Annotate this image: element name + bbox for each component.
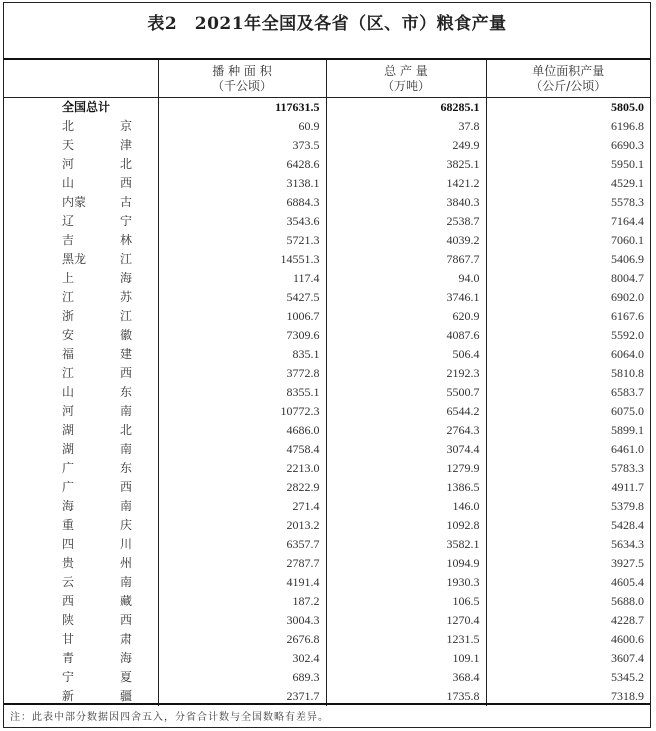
sown-area-cell: 117631.5 — [158, 98, 326, 118]
region-name-part1: 浙 — [62, 309, 75, 323]
table-row — [4, 212, 650, 231]
yield-cell: 6583.7 — [486, 383, 650, 402]
yield-cell: 5783.3 — [486, 459, 650, 478]
region-cell — [4, 668, 158, 687]
header-total-output-unit: （万吨） — [381, 78, 430, 93]
region-name-part2: 西 — [119, 480, 132, 494]
sown-area-cell: 271.4 — [158, 497, 326, 516]
region-name — [62, 307, 132, 326]
region-name — [62, 155, 132, 174]
header-total-output-label: 总 产 量 — [384, 63, 428, 78]
sown-area-cell: 2213.0 — [158, 459, 326, 478]
header-yield-label: 单位面积产量 — [532, 63, 605, 78]
header-sown-area-unit: （千公顷） — [211, 78, 272, 93]
header-yield — [486, 60, 650, 98]
total-output-cell: 109.1 — [326, 649, 486, 668]
yield-cell: 7318.9 — [486, 687, 650, 706]
table-row — [4, 307, 650, 326]
yield-cell: 4911.7 — [486, 478, 650, 497]
region-cell — [4, 592, 158, 611]
yield-cell: 5406.9 — [486, 250, 650, 269]
total-output-cell: 3074.4 — [326, 440, 486, 459]
region-name-part1: 广 — [62, 461, 75, 475]
yield-cell: 5379.8 — [486, 497, 650, 516]
sown-area-cell: 6428.6 — [158, 155, 326, 174]
region-name-part2: 东 — [119, 461, 132, 475]
total-output-cell: 5500.7 — [326, 383, 486, 402]
table-row — [4, 478, 650, 497]
sown-area-cell: 2676.8 — [158, 630, 326, 649]
region-name-part1: 湖 — [62, 423, 75, 437]
yield-cell: 5428.4 — [486, 516, 650, 535]
sown-area-cell: 5427.5 — [158, 288, 326, 307]
region-name — [62, 250, 132, 269]
table-row — [4, 345, 650, 364]
region-name-part2: 江 — [119, 252, 132, 266]
yield-cell: 5899.1 — [486, 421, 650, 440]
sown-area-cell: 3543.6 — [158, 212, 326, 231]
region-name — [62, 383, 132, 402]
total-output-cell: 3840.3 — [326, 193, 486, 212]
region-name — [62, 478, 132, 497]
region-name-part1: 北 — [62, 119, 75, 133]
total-output-cell: 2192.3 — [326, 364, 486, 383]
region-cell — [4, 554, 158, 573]
region-name-part1: 河 — [62, 404, 75, 418]
table-frame — [3, 2, 651, 728]
table-row — [4, 611, 650, 630]
region-name — [62, 364, 132, 383]
region-name — [62, 497, 132, 516]
table-row — [4, 592, 650, 611]
total-output-cell: 68285.1 — [326, 98, 486, 118]
sown-area-cell: 5721.3 — [158, 231, 326, 250]
region-name-part1: 西 — [62, 594, 75, 608]
region-name — [62, 288, 132, 307]
region-name-part1: 新 — [62, 689, 75, 703]
sown-area-cell: 1006.7 — [158, 307, 326, 326]
region-name-part1: 甘 — [62, 632, 75, 646]
total-output-cell: 94.0 — [326, 269, 486, 288]
total-output-cell: 506.4 — [326, 345, 486, 364]
yield-cell: 5805.0 — [486, 98, 650, 118]
table-row — [4, 364, 650, 383]
total-output-cell: 106.5 — [326, 592, 486, 611]
region-cell — [4, 421, 158, 440]
region-name — [62, 212, 132, 231]
total-output-cell: 1421.2 — [326, 174, 486, 193]
yield-cell: 6064.0 — [486, 345, 650, 364]
region-cell — [4, 402, 158, 421]
yield-cell: 5592.0 — [486, 326, 650, 345]
region-name-part2: 南 — [119, 499, 132, 513]
yield-cell: 8004.7 — [486, 269, 650, 288]
region-name — [62, 440, 132, 459]
bottom-thick-rule — [4, 703, 650, 705]
total-output-cell: 3582.1 — [326, 535, 486, 554]
yield-cell: 6167.6 — [486, 307, 650, 326]
total-output-cell: 37.8 — [326, 117, 486, 136]
yield-cell: 5688.0 — [486, 592, 650, 611]
region-name-part2: 林 — [119, 233, 132, 247]
total-output-cell: 3746.1 — [326, 288, 486, 307]
table-row — [4, 535, 650, 554]
header-total-output — [326, 60, 486, 98]
sown-area-cell: 7309.6 — [158, 326, 326, 345]
region-name — [62, 535, 132, 554]
yield-cell: 7060.1 — [486, 231, 650, 250]
region-cell — [4, 516, 158, 535]
table-row — [4, 117, 650, 136]
table-row-total — [4, 98, 650, 118]
total-output-cell: 4087.6 — [326, 326, 486, 345]
region-name — [62, 345, 132, 364]
region-name-part2: 南 — [119, 404, 132, 418]
region-cell — [4, 611, 158, 630]
total-output-cell: 1231.5 — [326, 630, 486, 649]
region-cell — [4, 440, 158, 459]
region-cell — [4, 478, 158, 497]
region-name-part2: 东 — [119, 385, 132, 399]
total-output-cell: 2538.7 — [326, 212, 486, 231]
region-name-part2: 宁 — [119, 214, 132, 228]
region-name-part2: 海 — [119, 651, 132, 665]
region-name-part2: 南 — [119, 442, 132, 456]
yield-cell: 5578.3 — [486, 193, 650, 212]
region-cell — [4, 535, 158, 554]
region-name-part1: 陕 — [62, 613, 75, 627]
region-name-part2: 藏 — [119, 594, 132, 608]
table-row — [4, 136, 650, 155]
region-name — [62, 459, 132, 478]
total-output-cell: 1270.4 — [326, 611, 486, 630]
sown-area-cell: 14551.3 — [158, 250, 326, 269]
region-name-part2: 古 — [119, 195, 132, 209]
region-name-part2: 徽 — [119, 328, 132, 342]
table-row — [4, 668, 650, 687]
region-cell — [4, 649, 158, 668]
total-output-cell: 1092.8 — [326, 516, 486, 535]
region-cell — [4, 345, 158, 364]
sown-area-cell: 689.3 — [158, 668, 326, 687]
region-name — [62, 630, 132, 649]
table-row — [4, 326, 650, 345]
region-name-part1: 广 — [62, 480, 75, 494]
region-name — [62, 402, 132, 421]
region-cell — [4, 459, 158, 478]
region-name-part1: 辽 — [62, 214, 75, 228]
region-name-part1: 福 — [62, 347, 75, 361]
grain-output-table — [4, 60, 650, 706]
sown-area-cell: 4686.0 — [158, 421, 326, 440]
region-name — [62, 174, 132, 193]
region-name-part1: 吉 — [62, 233, 75, 247]
region-name — [62, 554, 132, 573]
region-cell — [4, 136, 158, 155]
sown-area-cell: 187.2 — [158, 592, 326, 611]
region-name-part1: 青 — [62, 651, 75, 665]
region-name-part1: 河 — [62, 157, 75, 171]
sown-area-cell: 302.4 — [158, 649, 326, 668]
total-output-cell: 1386.5 — [326, 478, 486, 497]
yield-cell: 6075.0 — [486, 402, 650, 421]
table-row — [4, 250, 650, 269]
header-sown-area-label: 播 种 面 积 — [212, 63, 272, 78]
yield-cell: 3927.5 — [486, 554, 650, 573]
region-cell — [4, 326, 158, 345]
region-name-part2: 西 — [119, 613, 132, 627]
region-name-part2: 津 — [119, 138, 132, 152]
header-yield-unit: （公斤/公顷） — [530, 78, 607, 93]
sown-area-cell: 835.1 — [158, 345, 326, 364]
region-cell — [4, 250, 158, 269]
region-name — [62, 117, 132, 136]
yield-cell: 5950.1 — [486, 155, 650, 174]
region-name — [62, 136, 132, 155]
region-name — [62, 516, 132, 535]
region-name-part2: 州 — [119, 556, 132, 570]
table-row — [4, 193, 650, 212]
region-name-part2: 北 — [119, 157, 132, 171]
yield-cell: 7164.4 — [486, 212, 650, 231]
region-name — [62, 573, 132, 592]
region-name-part1: 山 — [62, 385, 75, 399]
region-name: 全国总计 — [62, 100, 111, 114]
region-name — [62, 269, 132, 288]
region-name-part1: 江 — [62, 366, 75, 380]
sown-area-cell: 373.5 — [158, 136, 326, 155]
sown-area-cell: 2822.9 — [158, 478, 326, 497]
yield-cell: 5345.2 — [486, 668, 650, 687]
table-row — [4, 383, 650, 402]
region-name-part1: 湖 — [62, 442, 75, 456]
sown-area-cell: 4191.4 — [158, 573, 326, 592]
sown-area-cell: 3004.3 — [158, 611, 326, 630]
region-cell — [4, 630, 158, 649]
table-row — [4, 269, 650, 288]
region-name-part2: 北 — [119, 423, 132, 437]
region-name — [62, 668, 132, 687]
region-name-part2: 江 — [119, 309, 132, 323]
total-output-cell: 146.0 — [326, 497, 486, 516]
region-name-part2: 海 — [119, 271, 132, 285]
sown-area-cell: 8355.1 — [158, 383, 326, 402]
region-name-part1: 四 — [62, 537, 75, 551]
table-row — [4, 155, 650, 174]
table-row — [4, 573, 650, 592]
table-row — [4, 516, 650, 535]
region-name-part1: 江 — [62, 290, 75, 304]
region-cell — [4, 383, 158, 402]
region-name — [62, 326, 132, 345]
region-name-part1: 重 — [62, 518, 75, 532]
total-output-cell: 6544.2 — [326, 402, 486, 421]
region-cell — [4, 307, 158, 326]
region-cell — [4, 193, 158, 212]
region-name-part1: 海 — [62, 499, 75, 513]
table-row — [4, 440, 650, 459]
region-name — [62, 193, 132, 212]
region-name-part2: 庆 — [119, 518, 132, 532]
region-cell — [4, 573, 158, 592]
region-name-part2: 京 — [119, 119, 132, 133]
region-name-part2: 苏 — [119, 290, 132, 304]
total-output-cell: 1930.3 — [326, 573, 486, 592]
yield-cell: 6690.3 — [486, 136, 650, 155]
table-row — [4, 630, 650, 649]
region-cell — [4, 231, 158, 250]
yield-cell: 6461.0 — [486, 440, 650, 459]
table-row — [4, 554, 650, 573]
region-name-part2: 西 — [119, 366, 132, 380]
sown-area-cell: 2013.2 — [158, 516, 326, 535]
region-name — [62, 649, 132, 668]
sown-area-cell: 10772.3 — [158, 402, 326, 421]
sown-area-cell: 2787.7 — [158, 554, 326, 573]
table-row — [4, 288, 650, 307]
header-row — [4, 60, 650, 98]
sown-area-cell: 4758.4 — [158, 440, 326, 459]
region-name-part1: 黑龙 — [62, 252, 87, 266]
total-output-cell: 4039.2 — [326, 231, 486, 250]
region-name-part1: 山 — [62, 176, 75, 190]
region-name — [62, 611, 132, 630]
sown-area-cell: 3138.1 — [158, 174, 326, 193]
yield-cell: 4529.1 — [486, 174, 650, 193]
yield-cell: 5810.8 — [486, 364, 650, 383]
sown-area-cell: 6884.3 — [158, 193, 326, 212]
region-name-part2: 夏 — [119, 670, 132, 684]
total-output-cell: 7867.7 — [326, 250, 486, 269]
region-name-part1: 上 — [62, 271, 75, 285]
region-name-part1: 安 — [62, 328, 75, 342]
yield-cell: 3607.4 — [486, 649, 650, 668]
region-name-part2: 肃 — [119, 632, 132, 646]
table-row — [4, 174, 650, 193]
sown-area-cell: 3772.8 — [158, 364, 326, 383]
yield-cell: 6196.8 — [486, 117, 650, 136]
yield-cell: 6902.0 — [486, 288, 650, 307]
header-sown-area — [158, 60, 326, 98]
table-row — [4, 421, 650, 440]
region-cell — [4, 288, 158, 307]
region-name-part2: 西 — [119, 176, 132, 190]
region-name-part1: 云 — [62, 575, 75, 589]
total-output-cell: 2764.3 — [326, 421, 486, 440]
region-cell — [4, 117, 158, 136]
region-name-part2: 疆 — [119, 689, 132, 703]
header-region — [4, 60, 158, 98]
table-note: 注：此表中部分数据因四舍五入，分省合计数与全国数略有差异。 — [10, 712, 329, 723]
yield-cell: 4600.6 — [486, 630, 650, 649]
table-row — [4, 649, 650, 668]
total-output-cell: 368.4 — [326, 668, 486, 687]
region-name-part1: 宁 — [62, 670, 75, 684]
region-name — [62, 421, 132, 440]
region-name-part1: 贵 — [62, 556, 75, 570]
total-output-cell: 249.9 — [326, 136, 486, 155]
total-output-cell: 1279.9 — [326, 459, 486, 478]
region-cell — [4, 212, 158, 231]
yield-cell: 4228.7 — [486, 611, 650, 630]
total-output-cell: 1735.8 — [326, 687, 486, 706]
region-name — [62, 231, 132, 250]
region-cell — [4, 269, 158, 288]
region-name — [62, 592, 132, 611]
table-title: 表2 2021年全国及各省（区、市）粮食产量 — [147, 14, 507, 34]
table-row — [4, 402, 650, 421]
region-cell — [4, 98, 158, 118]
yield-cell: 5634.3 — [486, 535, 650, 554]
table-row — [4, 497, 650, 516]
region-name-part1: 内蒙 — [62, 195, 87, 209]
yield-cell: 4605.4 — [486, 573, 650, 592]
total-output-cell: 1094.9 — [326, 554, 486, 573]
region-name-part2: 南 — [119, 575, 132, 589]
region-cell — [4, 497, 158, 516]
table-row — [4, 231, 650, 250]
sown-area-cell: 6357.7 — [158, 535, 326, 554]
region-cell — [4, 364, 158, 383]
region-cell — [4, 155, 158, 174]
total-output-cell: 3825.1 — [326, 155, 486, 174]
sown-area-cell: 2371.7 — [158, 687, 326, 706]
region-name-part2: 川 — [119, 537, 132, 551]
total-output-cell: 620.9 — [326, 307, 486, 326]
sown-area-cell: 60.9 — [158, 117, 326, 136]
region-name-part1: 天 — [62, 138, 75, 152]
region-cell — [4, 174, 158, 193]
region-name-part2: 建 — [119, 347, 132, 361]
sown-area-cell: 117.4 — [158, 269, 326, 288]
table-row — [4, 459, 650, 478]
